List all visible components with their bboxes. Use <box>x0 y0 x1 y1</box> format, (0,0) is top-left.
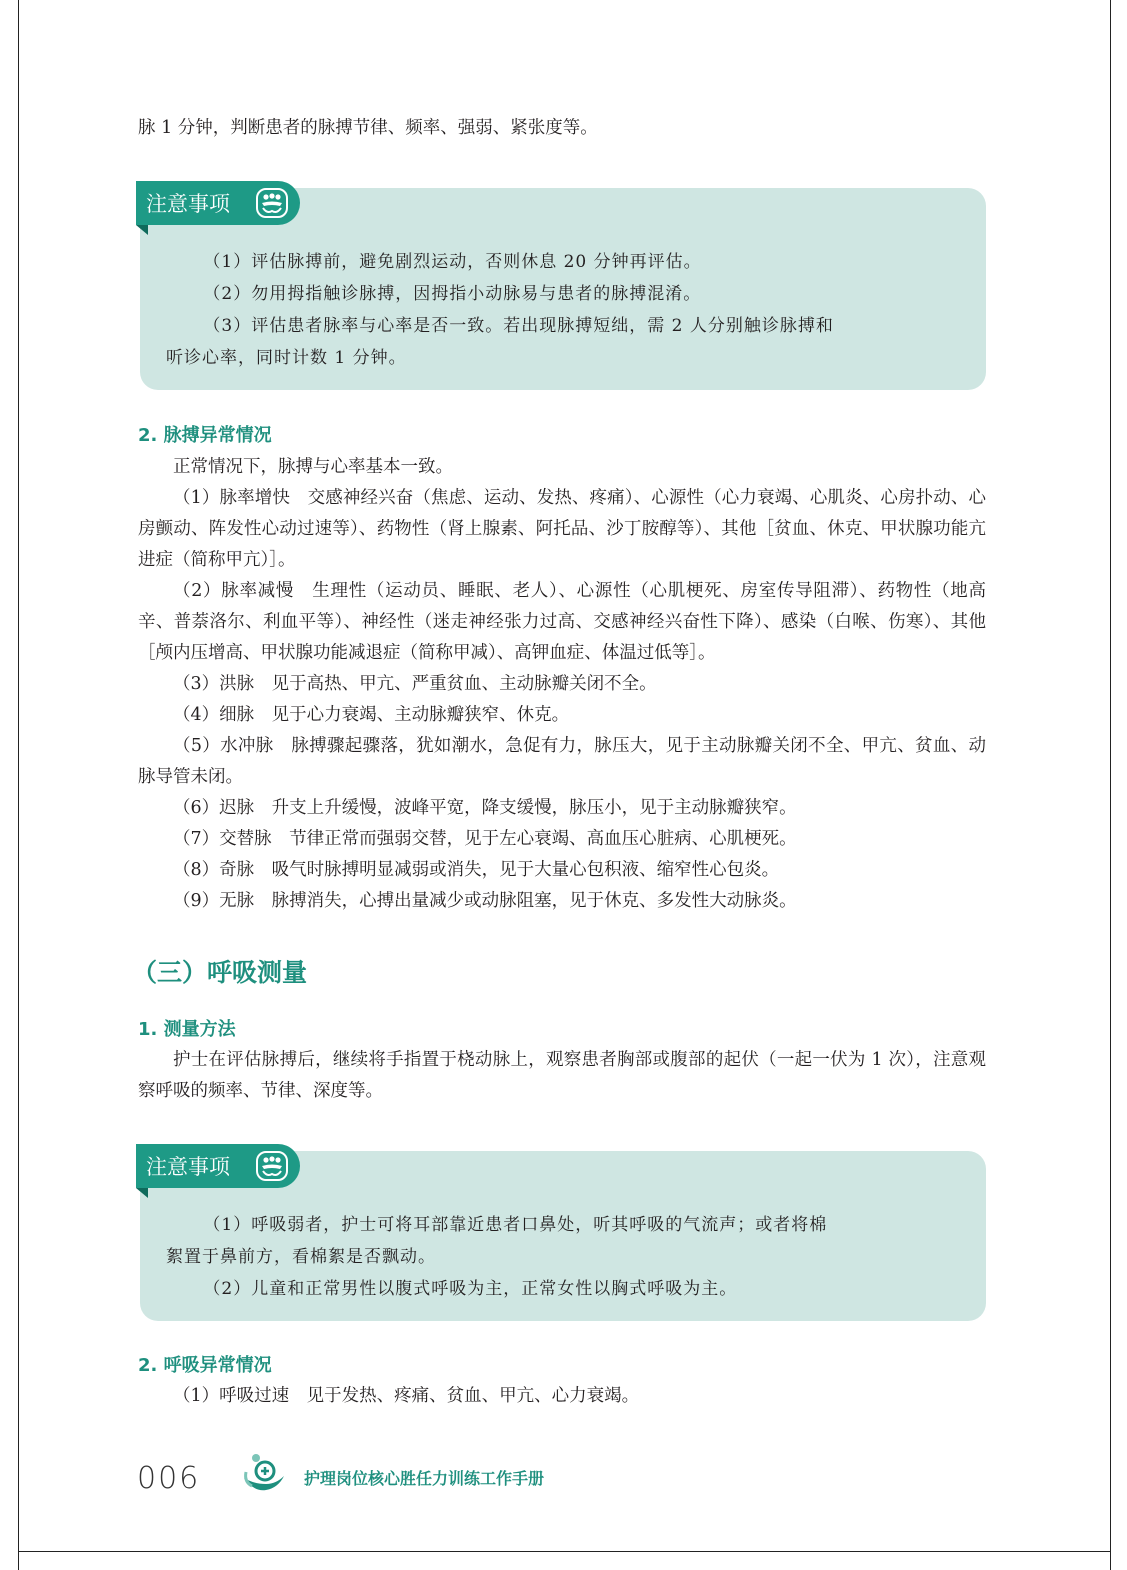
note2-line-2: 絮置于鼻前方，看棉絮是否飘动。 <box>166 1247 436 1267</box>
method-text: 护士在评估脉搏后，继续将手指置于桡动脉上，观察患者胸部或腹部的起伏（一起一伏为 1 次），注意观察呼吸的频率、节律、深度等。 <box>138 1050 986 1101</box>
pulse-paragraph-2: （2）脉率减慢 生理性（运动员、睡眠、老人）、心源性（心肌梗死、房室传导阻滞）、药物性（地高辛、普萘洛尔、利血平等）、神经性（迷走神经张力过高、交感神经兴奋性下降）、感染（白喉、伤寒）、其他［颅内压增高、甲状腺功能减退症（简称甲减）、高钾血症、体温过低等］。 <box>138 581 986 663</box>
caring-hands-icon <box>256 188 288 218</box>
pulse-paragraph-3: （3）洪脉 见于高热、甲亢、严重贫血、主动脉瓣关闭不全。 <box>173 674 657 694</box>
pulse-paragraph-9: （9）无脉 脉搏消失，心搏出量减少或动脉阻塞，见于休克、多发性大动脉炎。 <box>173 891 797 911</box>
resp-paragraph-0: （1）呼吸过速 见于发热、疼痛、贫血、甲亢、心力衰竭。 <box>173 1386 640 1406</box>
pulse-paragraph-0: 正常情况下，脉搏与心率基本一致。 <box>173 457 453 477</box>
book-logo-icon <box>240 1452 288 1496</box>
pulse-paragraph-5: （5）水冲脉 脉搏骤起骤落，犹如潮水，急促有力，脉压大，见于主动脉瓣关闭不全、甲亢、贫血、动脉导管未闭。 <box>138 736 986 787</box>
page-frame-right <box>1110 0 1111 1570</box>
page-frame-bottom <box>18 1551 1111 1552</box>
page-frame-left <box>18 0 19 1570</box>
note1-line-4: 听诊心率，同时计数 1 分钟。 <box>166 348 407 368</box>
pulse-abnormal-heading: 2. 脉搏异常情况 <box>138 425 272 446</box>
note-tab-label: 注意事项 <box>146 1155 230 1179</box>
resp-abnormal-heading: 2. 呼吸异常情况 <box>138 1355 272 1376</box>
note1-line-1: （1）评估脉搏前，避免剧烈运动，否则休息 20 分钟再评估。 <box>203 252 702 272</box>
pulse-paragraph-8: （8）奇脉 吸气时脉搏明显减弱或消失，见于大量心包积液、缩窄性心包炎。 <box>173 860 780 880</box>
book-title: 护理岗位核心胜任力训练工作手册 <box>304 1469 545 1488</box>
section-heading-respiration: （三）呼吸测量 <box>132 958 308 987</box>
pulse-paragraph-7: （7）交替脉 节律正常而强弱交替，见于左心衰竭、高血压心脏病、心肌梗死。 <box>173 829 797 849</box>
page-number: 006 <box>137 1461 201 1496</box>
note2-line-1: （1）呼吸弱者，护士可将耳部靠近患者口鼻处，听其呼吸的气流声；或者将棉 <box>203 1215 828 1235</box>
intro-line: 脉 1 分钟，判断患者的脉搏节律、频率、强弱、紧张度等。 <box>138 118 598 138</box>
note1-line-3: （3）评估患者脉率与心率是否一致。若出现脉搏短绌，需 2 人分别触诊脉搏和 <box>203 316 834 336</box>
note-tab-label: 注意事项 <box>146 192 230 216</box>
pulse-paragraph-1: （1）脉率增快 交感神经兴奋（焦虑、运动、发热、疼痛）、心源性（心力衰竭、心肌炎、心房扑动、心房颤动、阵发性心动过速等）、药物性（肾上腺素、阿托品、沙丁胺醇等）、其他［贫血、休克、甲状腺功能亢进症（简称甲亢）］。 <box>138 488 986 570</box>
pulse-paragraph-4: （4）细脉 见于心力衰竭、主动脉瓣狭窄、休克。 <box>173 705 570 725</box>
method-heading: 1. 测量方法 <box>138 1019 236 1040</box>
note-tab-respiration <box>136 1144 300 1188</box>
caring-hands-icon <box>256 1151 288 1181</box>
note2-line-3: （2）儿童和正常男性以腹式呼吸为主，正常女性以胸式呼吸为主。 <box>203 1279 738 1299</box>
note1-line-2: （2）勿用拇指触诊脉搏，因拇指小动脉易与患者的脉搏混淆。 <box>203 284 702 304</box>
pulse-paragraph-6: （6）迟脉 升支上升缓慢，波峰平宽，降支缓慢，脉压小，见于主动脉瓣狭窄。 <box>173 798 797 818</box>
note-tab-pulse <box>136 181 300 225</box>
